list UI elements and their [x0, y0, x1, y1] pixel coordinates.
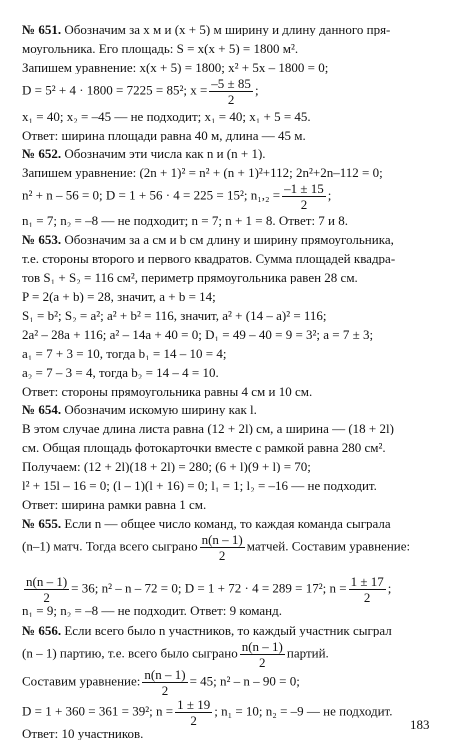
- numerator: n(n – 1): [144, 668, 186, 682]
- problem-656-answer: Ответ: 10 участников.: [22, 727, 144, 740]
- fraction: [209, 77, 253, 106]
- fraction: [24, 575, 69, 604]
- denominator: 2: [227, 92, 235, 106]
- problem-656-line-4: [22, 698, 442, 727]
- text: = 36; n² – n – 72 = 0; D = 1 + 72 · 4 = 289 = 17²; n =: [71, 580, 347, 596]
- problem-651-line-2: моугольника. Его площадь: S = x(x + 5) = 1800 м².: [22, 42, 299, 55]
- problem-652-line-1: [22, 147, 442, 160]
- problem-652-line-3: [22, 182, 442, 211]
- problem-651-line-3: Запишем уравнение: x(x + 5) = 1800; x² + 5x – 1800 = 0;: [22, 61, 329, 74]
- problem-652-line-2: Запишем уравнение: (2n + 1)² = n² + (n + 1)²+112; 2n²+2n–112 = 0;: [22, 166, 383, 179]
- problem-653-line-5: S₁ = b²; S₂ = a²; a² + b² = 116, значит, a² + (14 – a)² = 116;: [22, 309, 327, 322]
- problem-653-line-4: P = 2(a + b) = 28, значит, a + b = 14;: [22, 290, 216, 303]
- problem-651-answer: Ответ: ширина площади равна 40 м, длина — 45 м.: [22, 129, 306, 142]
- fraction: [240, 640, 285, 669]
- text: ; n₁ = 10; n₂ = –9 — не подходит.: [214, 703, 393, 719]
- page-number: 183: [410, 717, 430, 732]
- problem-653-number: № 653.: [22, 233, 62, 246]
- problem-653-line-8: a₂ = 7 – 3 = 4, тогда b₂ = 14 – 4 = 10.: [22, 366, 219, 379]
- fraction: [200, 533, 245, 562]
- text: ;: [254, 82, 259, 98]
- denominator: 2: [190, 713, 197, 727]
- text: Обозначим за x м и (x + 5) м ширину и длину данного пря-: [64, 23, 391, 36]
- problem-651-line-4: [22, 77, 442, 106]
- text: Если n — общее число команд, то каждая команда сыграла: [64, 517, 391, 530]
- text: Обозначим эти числа как n и (n + 1).: [64, 147, 266, 160]
- problem-655-line-2: [22, 533, 442, 562]
- problem-655-line-1: [22, 517, 442, 530]
- text: Если всего было n участников, то каждый участник сыграл: [64, 624, 392, 637]
- problem-654-number: № 654.: [22, 403, 62, 416]
- problem-653-line-2: т.е. стороны второго и первого квадратов. Сумма площадей квадра-: [22, 252, 396, 265]
- problem-653-answer: Ответ: стороны прямоугольника равны 4 см и 10 см.: [22, 385, 313, 398]
- text: D = 5² + 4 · 1800 = 7225 = 85²; x =: [22, 82, 208, 98]
- text: = 45; n² – n – 90 = 0;: [189, 673, 300, 689]
- problem-651-number: № 651.: [22, 23, 62, 36]
- problem-655-answer: n₁ = 9; n₂ = –8 — не подходит. Ответ: 9 команд.: [22, 604, 282, 617]
- problem-656-line-3: [22, 668, 442, 697]
- problem-654-line-2: В этом случае длина листа равна (12 + 2l) см, а ширина — (18 + 2l): [22, 422, 394, 435]
- problem-653-line-7: a₁ = 7 + 3 = 10, тогда b₁ = 14 – 10 = 4;: [22, 347, 227, 360]
- problem-651-line-1: [22, 23, 442, 36]
- text: партий.: [286, 645, 329, 661]
- problem-654-line-5: l² + 15l – 16 = 0; (l – 1)(l + 16) = 0; l₁ = 1; l₂ = –16 — не подходит.: [22, 479, 377, 492]
- problem-656-line-1: [22, 624, 442, 637]
- problem-654-line-1: [22, 403, 442, 416]
- problem-652-number: № 652.: [22, 147, 62, 160]
- numerator: n(n – 1): [201, 533, 243, 547]
- fraction: [142, 668, 187, 697]
- denominator: 2: [300, 197, 308, 211]
- numerator: –5 ± 85: [211, 77, 251, 91]
- numerator: 1 ± 17: [350, 575, 384, 589]
- problem-654-line-3: см. Общая площадь фотокарточки вместе с рамкой равна 280 см².: [22, 441, 386, 454]
- text: Обозначим искомую ширину как l.: [64, 403, 257, 416]
- problem-653-line-6: 2a² – 28a + 116; a² – 14a + 40 = 0; D₁ = 49 – 40 = 9 = 3²; a = 7 ± 3;: [22, 328, 374, 341]
- numerator: –1 ± 15: [284, 182, 324, 196]
- text: n² + n – 56 = 0; D = 1 + 56 · 4 = 225 = 15²; n₁,₂ =: [22, 187, 281, 203]
- fraction: [282, 182, 326, 211]
- numerator: n(n – 1): [241, 640, 283, 654]
- text: D = 1 + 360 = 361 = 39²; n =: [22, 703, 174, 719]
- denominator: 2: [218, 548, 226, 562]
- denominator: 2: [43, 590, 50, 604]
- denominator: 2: [363, 590, 371, 604]
- text: матчей. Составим уравнение:: [246, 538, 411, 554]
- problem-654-line-4: Получаем: (12 + 2l)(18 + 2l) = 280; (6 + l)(9 + l) = 70;: [22, 460, 311, 473]
- numerator: n(n – 1): [26, 575, 68, 589]
- problem-653-line-1: [22, 233, 442, 246]
- problem-655-number: № 655.: [22, 517, 62, 530]
- text: (n – 1) партию, т.е. всего было сыграно: [22, 645, 238, 661]
- problem-651-line-5: x₁ = 40; x₂ = –45 — не подходит; x₁ = 40; x₁ + 5 = 45.: [22, 110, 311, 123]
- text: ;: [327, 187, 332, 203]
- text: Составим уравнение:: [22, 673, 141, 689]
- fraction: [175, 698, 212, 727]
- denominator: 2: [161, 683, 169, 697]
- problem-655-line-3: [22, 575, 442, 604]
- problem-654-answer: Ответ: ширина рамки равна 1 см.: [22, 498, 207, 511]
- text: Обозначим за a см и b см длину и ширину прямоугольника,: [64, 233, 394, 246]
- problem-656-line-2: [22, 640, 442, 669]
- text: ;: [387, 580, 392, 596]
- problem-652-answer: n₁ = 7; n₂ = –8 — не подходит; n = 7; n + 1 = 8. Ответ: 7 и 8.: [22, 214, 349, 227]
- numerator: 1 ± 19: [177, 698, 211, 712]
- fraction: [349, 575, 386, 604]
- denominator: 2: [259, 655, 266, 669]
- problem-653-line-3: тов S₁ + S₂ = 116 см², периметр прямоугольника равен 28 см.: [22, 271, 358, 284]
- problem-656-number: № 656.: [22, 624, 62, 637]
- text: (n–1) матч. Тогда всего сыграно: [22, 538, 198, 554]
